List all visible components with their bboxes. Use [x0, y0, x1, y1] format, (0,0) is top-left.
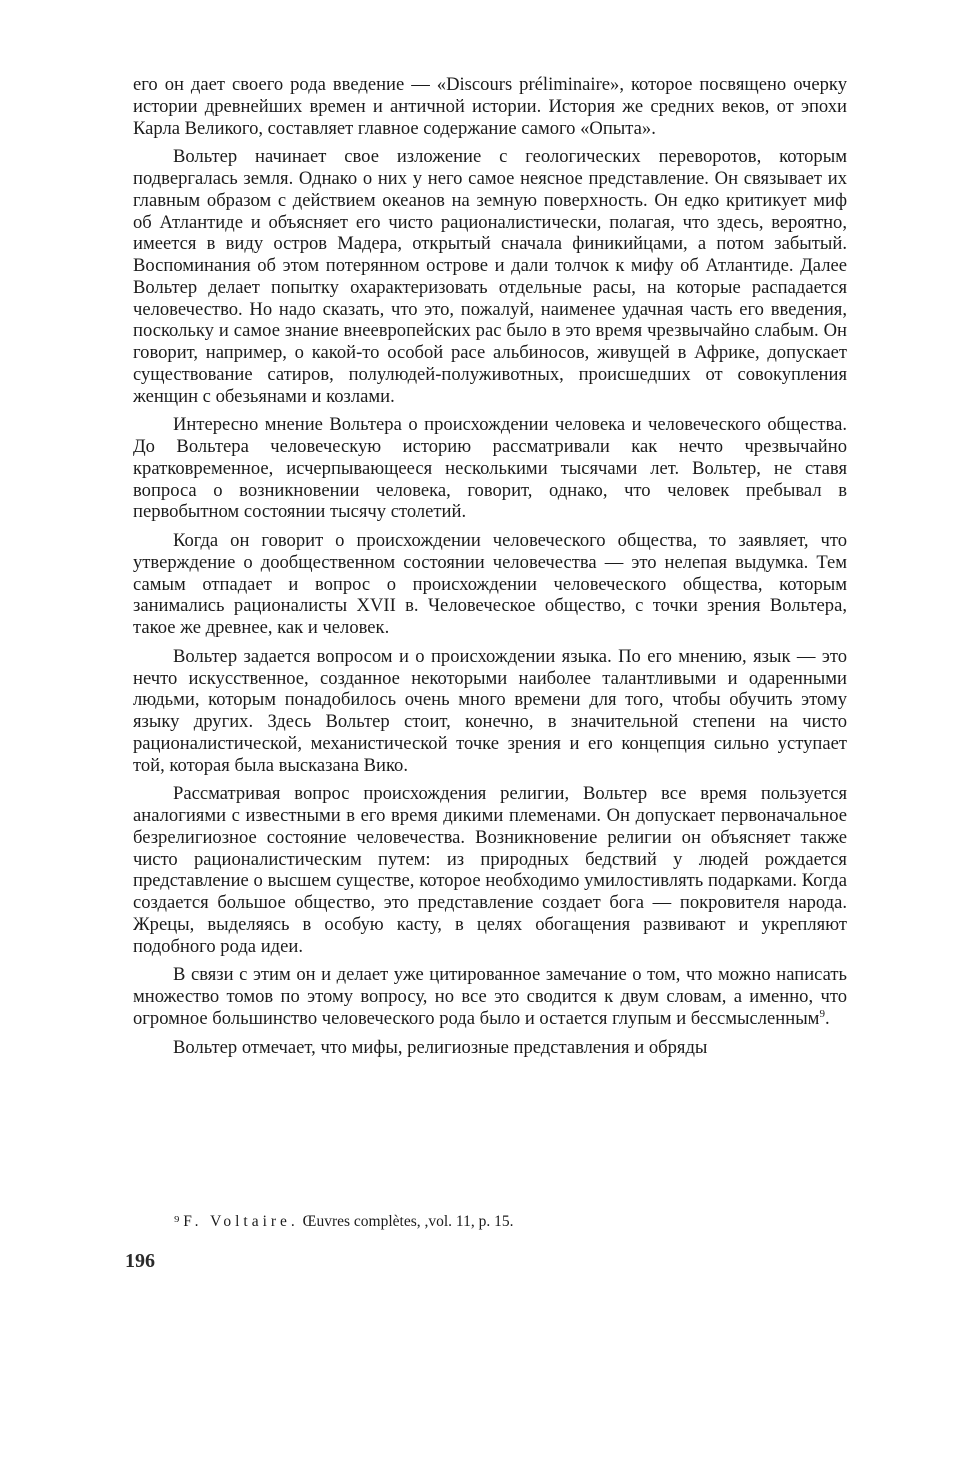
paragraph: Вольтер начинает свое изложение с геологических переворотов, которым подвергалась земля. Однако о них у него самое неясное представление. Он связывает их главным образом с действием океанов на земную поверхность. Он едко критикует миф об Атлантиде и объясняет его чисто рационалистически, полагая, что здесь, вероятно, имеется в виду остров Мадера, открытый сначала финикийцами, а потом забытый. Воспоминания об этом потерянном острове и дали толчок к мифу об Атлантиде. Далее Вольтер делает попытку охарактеризовать отдельные расы, на которые распадается человечество. Но надо сказать, что это, пожалуй, наименее удачная часть его введения, поскольку и самое знание внеевропейских рас было в это время чрезвычайно слабым. Он говорит, например, о какой-то особой расе альбиносов, живущей в Африке, допускает существование сатиров, полулюдей-полуживотных, происшедших от совокупления женщин с обезьянами и козлами.: [133, 146, 847, 407]
footnote-reference[interactable]: 9: [819, 1007, 825, 1020]
body-text: [133, 74, 847, 1065]
footnote-author: F. Voltaire.: [183, 1213, 299, 1230]
footnote-source: Œuvres complètes, ,vol. 11, p. 15.: [298, 1213, 514, 1230]
paragraph: Вольтер отмечает, что мифы, религиозные представления и обряды: [173, 1036, 708, 1058]
footnote-marker: ⁹: [174, 1213, 180, 1230]
paragraph: Интересно мнение Вольтера о происхождении человека и человеческого общества. До Вольтера человеческую историю рассматривали как нечто чрезвычайно кратковременное, исчерпывающееся несколькими тысячами лет. Вольтер, не ставя вопроса о возникновении человека, говорит, однако, что человек пребывал в первобытном состоянии тысячу столетий.: [133, 414, 847, 523]
footnote: [174, 1213, 513, 1231]
paragraph: В связи с этим он и делает уже цитированное замечание о том, что можно написать множество томов по этому вопросу, но все это сводится к двум словам, а именно, что огромное большинство человеческого рода было и остается глупым и бессмысленным$^9$.: [133, 964, 847, 1029]
page-number: 196: [125, 1250, 155, 1272]
paragraph: его он дает своего рода введение — «Discours préliminaire», которое посвящено очерку истории древнейших времен и античной истории. История же средних веков, от эпохи Карла Великого, составляет главное содержание самого «Опыта».: [133, 74, 847, 139]
paragraph: Вольтер задается вопросом и о происхождении языка. По его мнению, язык — это нечто искусственное, созданное некоторыми наиболее талантливыми и одаренными людьми, которым понадобилось очень много времени для того, чтобы обучить этому языку других. Здесь Вольтер стоит, конечно, в значительной степени на чисто рационалистической, механистической точке зрения и его концепция сильно уступает той, которая была высказана Вико.: [133, 645, 847, 776]
paragraph-text: В связи с этим он и делает уже цитированное замечание о том, что можно написать множество томов по этому вопросу, но все это сводится к двум словам, а именно, что огромное большинство человеческого рода было и остается глупым и бессмысленным: [133, 964, 847, 1029]
paragraph: Рассматривая вопрос происхождения религии, Вольтер все время пользуется аналогиями с известными в его время дикими племенами. Он допускает первоначальное безрелигиозное состояние человечества. Возникновение религии он объясняет также чисто рационалистическим путем: из природных бедствий у людей рождается представление о высшем существе, которое необходимо умилостивлять подарками. Когда создается большое общество, это представление создает бога — покровителя народа. Жрецы, выделяясь в особую касту, в целях обогащения развивают и укрепляют подобного рода идеи.: [133, 783, 847, 957]
paragraph: Когда он говорит о происхождении человеческого общества, то заявляет, что утверждение о дообщественном состоянии человечества — это нелепая выдумка. Тем самым отпадает и вопрос о происхождении человеческого общества, которым занимались рационалисты XVII в. Человеческое общество, с точки зрения Вольтера, такое же древнее, как и человек.: [133, 530, 847, 638]
